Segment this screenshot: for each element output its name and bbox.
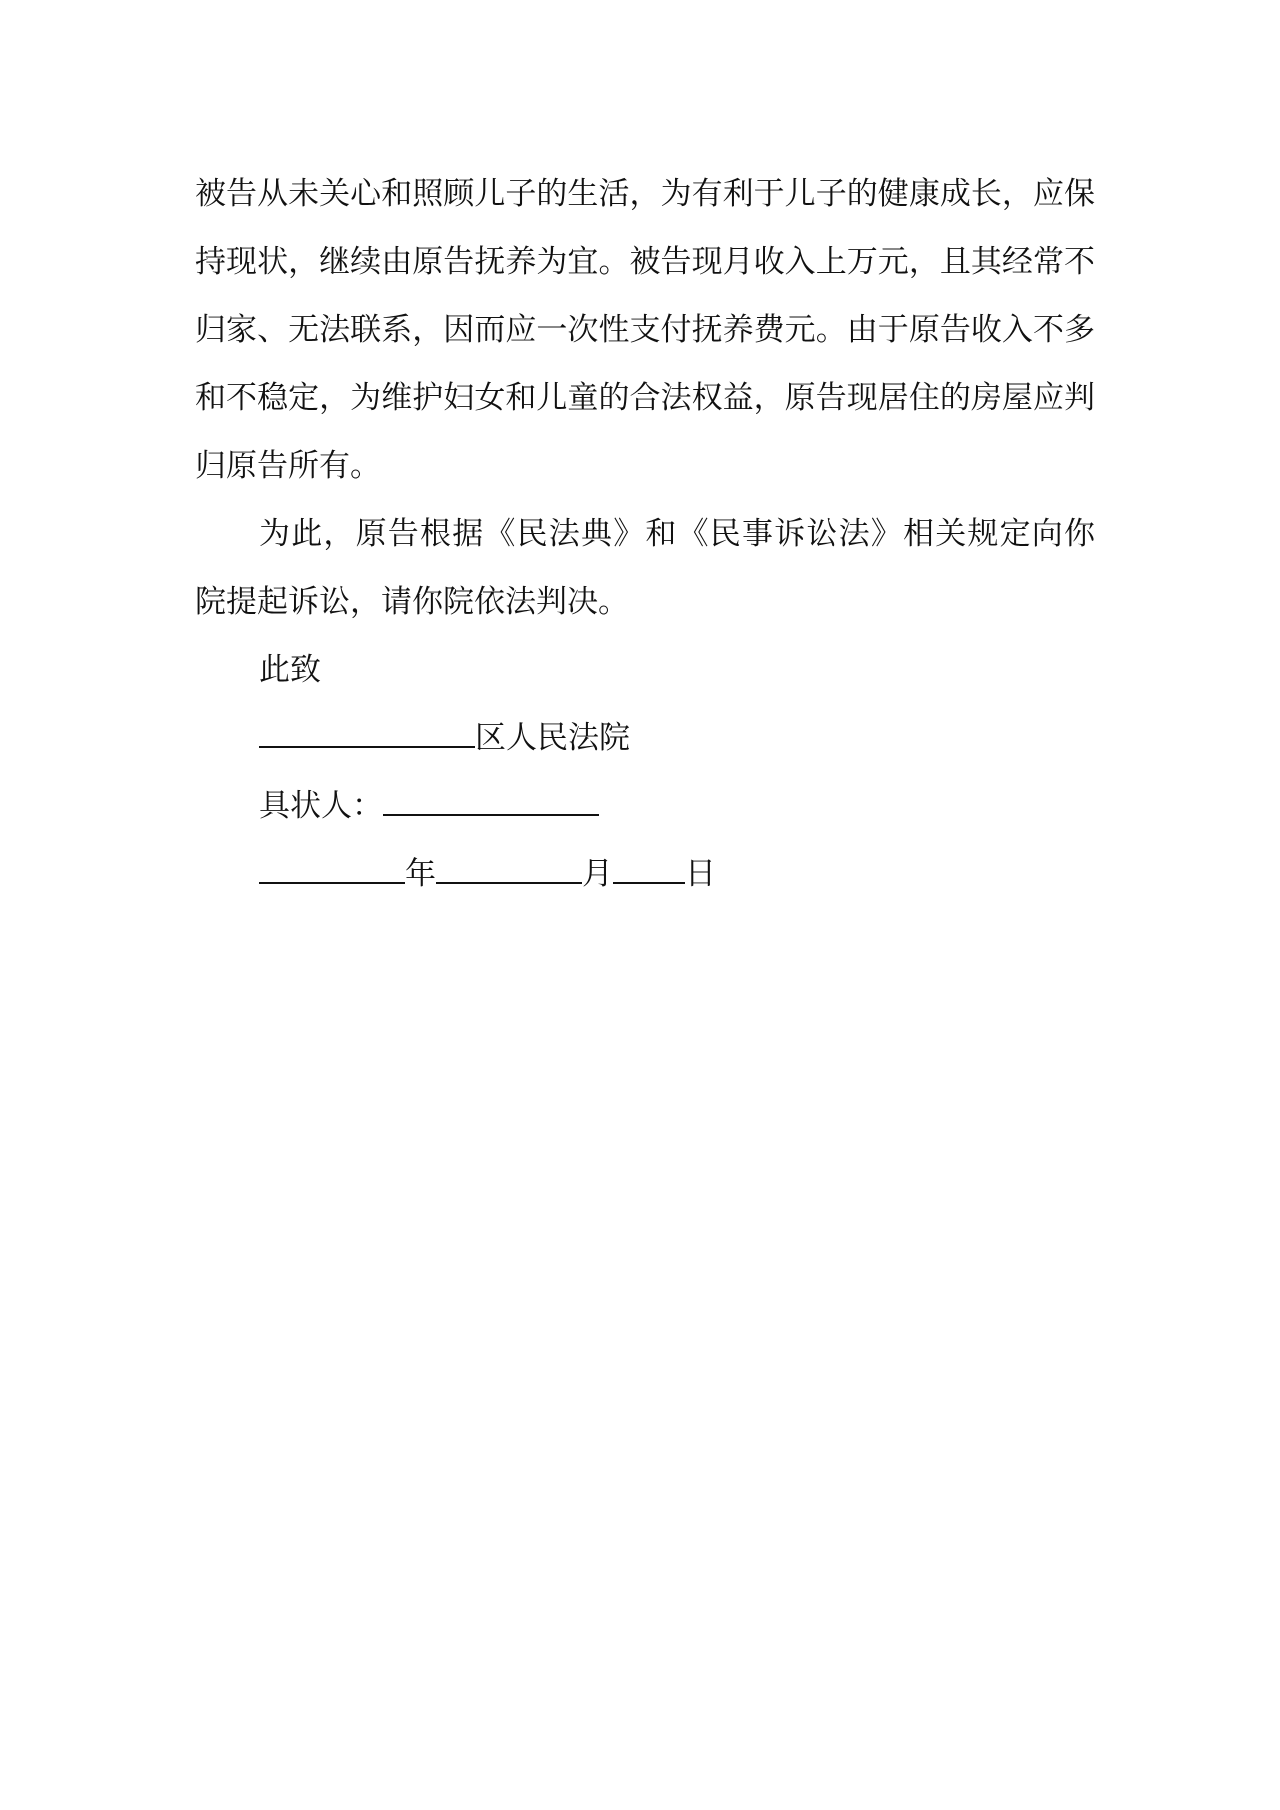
plaintiff-signature-blank [383,783,599,816]
year-blank [259,851,405,884]
body-paragraph-1: 被告从未关心和照顾儿子的生活，为有利于儿子的健康成长，应保持现状，继续由原告抚养为宜。被告现月收入上万元，且其经常不归家、无法联系，因而应一次性支付抚养费元。由于原告收入不多和不稳定，为维护妇女和儿童的合法权益，原告现居住的房屋应判归原告所有。 [195,176,1095,484]
salutation: 此致 [259,652,321,688]
plaintiff-line [195,772,1095,840]
day-label: 日 [685,856,716,892]
plaintiff-label: 具状人： [259,788,383,824]
date-line [195,840,1095,908]
day-blank [613,851,685,884]
body-paragraph-2: 为此，原告根据《民法典》和《民事诉讼法》相关规定向你院提起诉讼，请你院依法判决。 [195,516,1095,620]
month-blank [436,851,582,884]
year-label: 年 [405,856,436,892]
court-line [195,704,1095,772]
document-body [195,160,1095,908]
month-label: 月 [582,856,613,892]
court-suffix: 区人民法院 [475,720,630,756]
court-name-blank [259,715,475,748]
